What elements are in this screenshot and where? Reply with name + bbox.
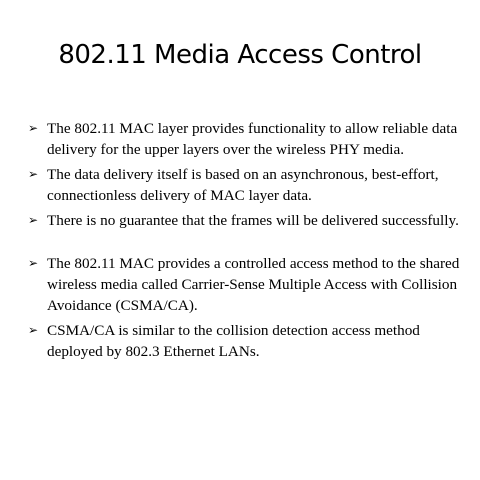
bullet-text: CSMA/CA is similar to the collision detection access method deployed by 802.3 Ethernet LANs. — [47, 322, 420, 360]
arrow-bullet-icon: ➢ — [28, 256, 39, 270]
bullet-item — [28, 320, 474, 362]
arrow-bullet-icon: ➢ — [28, 213, 39, 227]
bullet-list — [28, 118, 474, 366]
bullet-text: There is no guarantee that the frames will be delivered successfully. — [47, 212, 459, 229]
bullet-text: The 802.11 MAC layer provides functionality to allow reliable data delivery for the upper layers over the wireless PHY media. — [47, 120, 458, 158]
bullet-text: The 802.11 MAC provides a controlled access method to the shared wireless media called Carrier-Sense Multiple Access with Collision Avoidance (CSMA/CA). — [47, 255, 460, 314]
arrow-bullet-icon: ➢ — [28, 323, 39, 337]
bullet-item — [28, 253, 474, 316]
bullet-item — [28, 118, 474, 160]
bullet-item — [28, 210, 474, 231]
slide-title: 802.11 Media Access Control — [58, 40, 422, 70]
bullet-text: The data delivery itself is based on an asynchronous, best-effort, connectionless delivery of MAC layer data. — [47, 166, 439, 204]
arrow-bullet-icon: ➢ — [28, 167, 39, 181]
bullet-item — [28, 164, 474, 206]
arrow-bullet-icon: ➢ — [28, 121, 39, 135]
